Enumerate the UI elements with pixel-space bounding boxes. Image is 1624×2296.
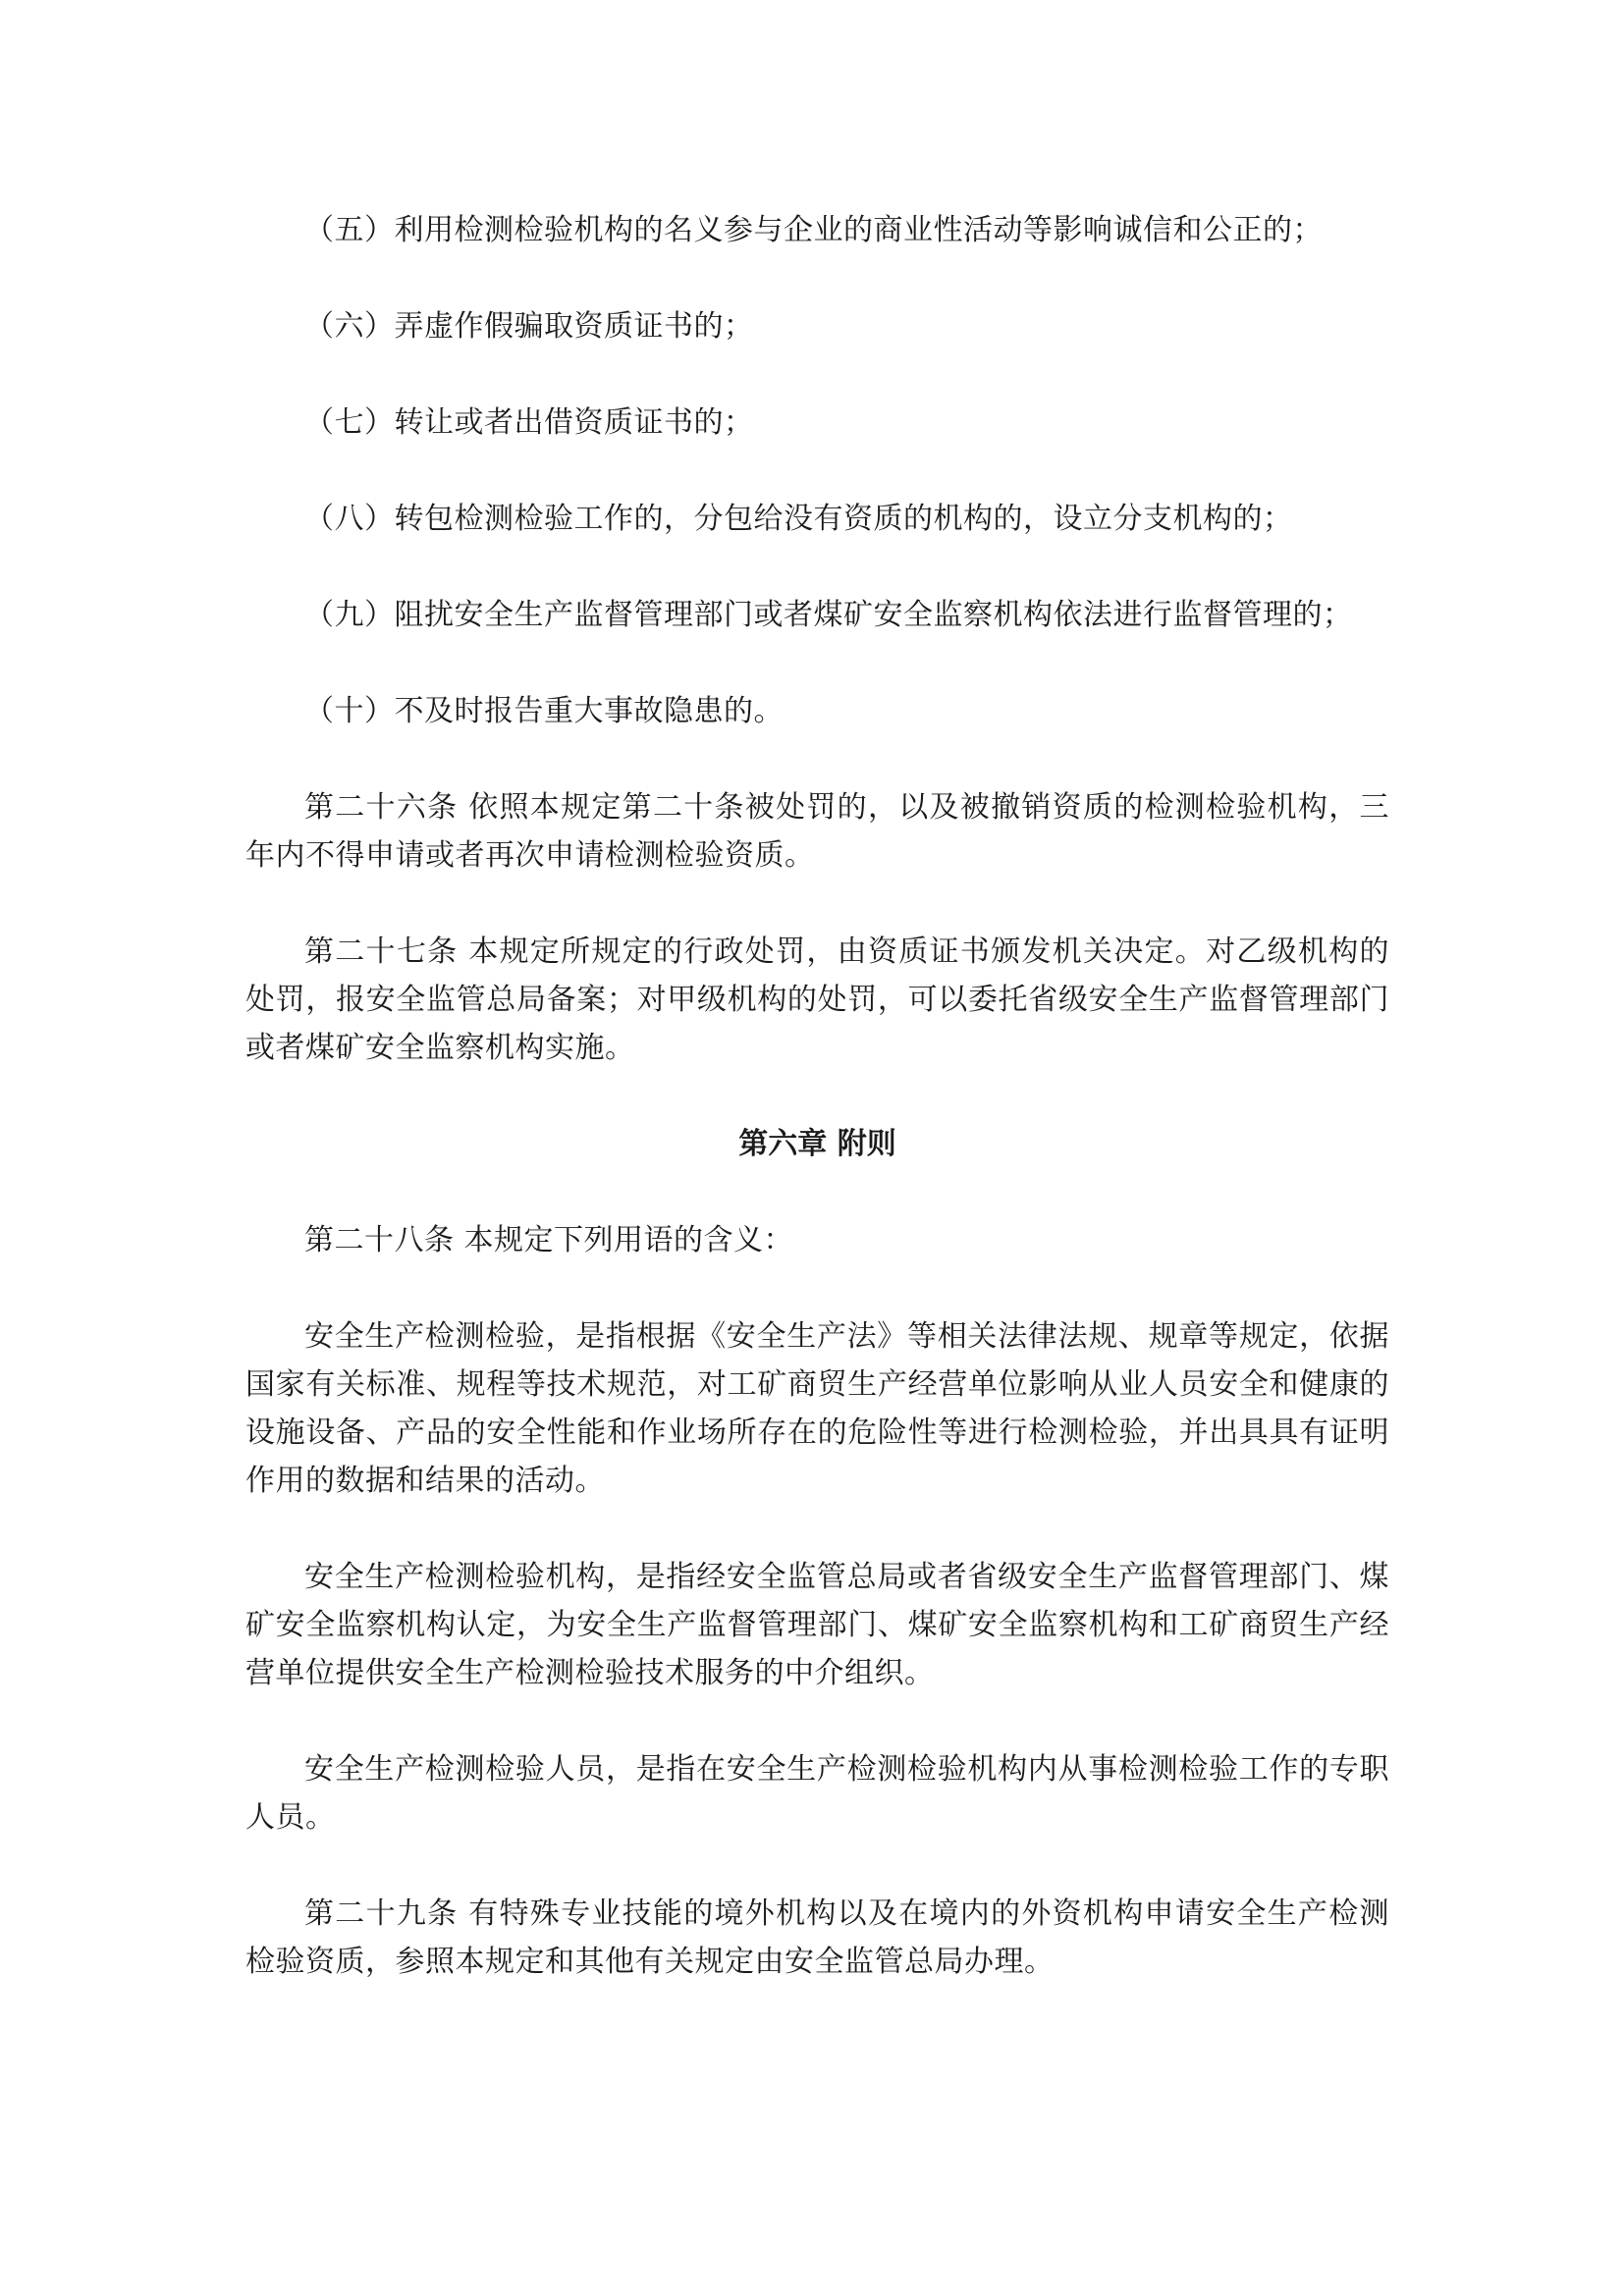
- article-28: 第二十八条 本规定下列用语的含义：: [304, 1223, 794, 1257]
- item-seven: （七）转让或者出借资质证书的；: [304, 405, 754, 440]
- definition-institution: 安全生产检测检验机构，是指经安全监管总局或者省级安全生产监督管理部门、煤矿安全监察机构认定，为安全生产监督管理部门、煤矿安全监察机构和工矿商贸生产经营单位提供安全生产检测检验技术服务的中介组织。: [245, 1560, 1389, 1690]
- item-nine: （九）阻扰安全生产监督管理部门或者煤矿安全监察机构依法进行监督管理的；: [304, 598, 1353, 632]
- definition-personnel: 安全生产检测检验人员，是指在安全生产检测检验机构内从事检测检验工作的专职人员。: [245, 1752, 1389, 1835]
- article-27: 第二十七条 本规定所规定的行政处罚，由资质证书颁发机关决定。对乙级机构的处罚，报安全监管总局备案；对甲级机构的处罚，可以委托省级安全生产监督管理部门或者煤矿安全监察机构实施。: [245, 934, 1389, 1065]
- item-ten: （十）不及时报告重大事故隐患的。: [304, 694, 784, 728]
- definition-testing: 安全生产检测检验，是指根据《安全生产法》等相关法律法规、规章等规定，依据国家有关标准、规程等技术规范，对工矿商贸生产经营单位影响从业人员安全和健康的设施设备、产品的安全性能和作业场所存在的危险性等进行检测检验，并出具具有证明作用的数据和结果的活动。: [245, 1319, 1389, 1498]
- item-eight: （八）转包检测检验工作的，分包给没有资质的机构的，设立分支机构的；: [304, 502, 1293, 536]
- item-five: （五）利用检测检验机构的名义参与企业的商业性活动等影响诚信和公正的；: [304, 213, 1323, 247]
- article-26: 第二十六条 依照本规定第二十条被处罚的，以及被撤销资质的检测检验机构，三年内不得申请或者再次申请检测检验资质。: [245, 790, 1389, 873]
- item-six: （六）弄虚作假骗取资质证书的；: [304, 309, 754, 344]
- article-29: 第二十九条 有特殊专业技能的境外机构以及在境内的外资机构申请安全生产检测检验资质，参照本规定和其他有关规定由安全监管总局办理。: [245, 1896, 1389, 1979]
- document-page: [245, 206, 1389, 1986]
- chapter-6-title: 第六章 附则: [738, 1127, 896, 1161]
